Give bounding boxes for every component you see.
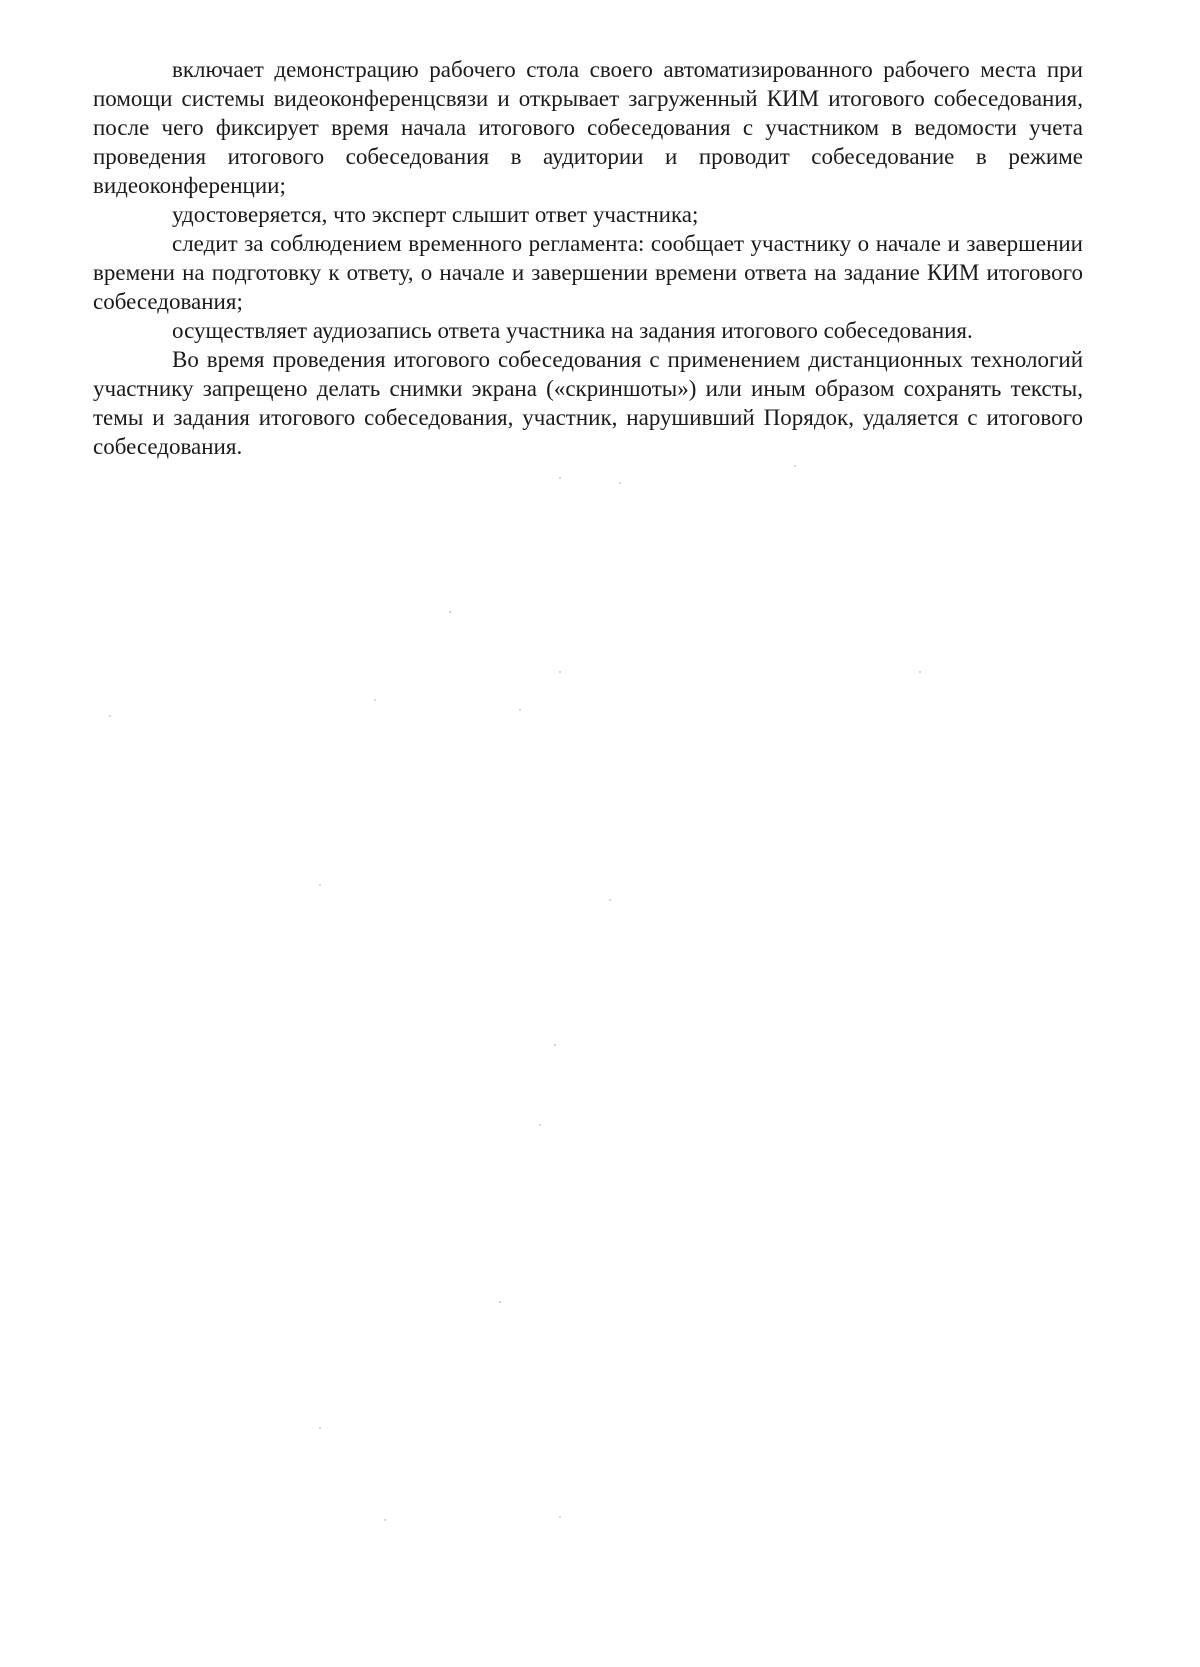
document-body [93,55,1083,461]
paragraph-2: удостоверяется, что эксперт слышит ответ участника; [172,202,699,227]
paragraph-3: следит за соблюдением временного регламента: сообщает участнику о начале и завершении времени на подготовку к ответу, о начале и завершении времени ответа на задание КИМ итогового собеседования; [93,231,1083,314]
paragraph-1: включает демонстрацию рабочего стола своего автоматизированного рабочего места при помощи системы видеоконференцсвязи и открывает загруженный КИМ итогового собеседования, после чего фиксирует время начала итогового собеседования с участником в ведомости учета проведения итогового собеседования в аудитории и проводит собеседование в режиме видеоконференции; [93,57,1083,198]
paragraph-4: осуществляет аудиозапись ответа участника на задания итогового собеседования. [172,318,973,343]
paragraph-5: Во время проведения итогового собеседования с применением дистанционных технологий участнику запрещено делать снимки экрана («скриншоты») или иным образом сохранять тексты, темы и задания итогового собеседования, участник, нарушивший Порядок, удаляется с итогового собеседования. [93,347,1083,459]
